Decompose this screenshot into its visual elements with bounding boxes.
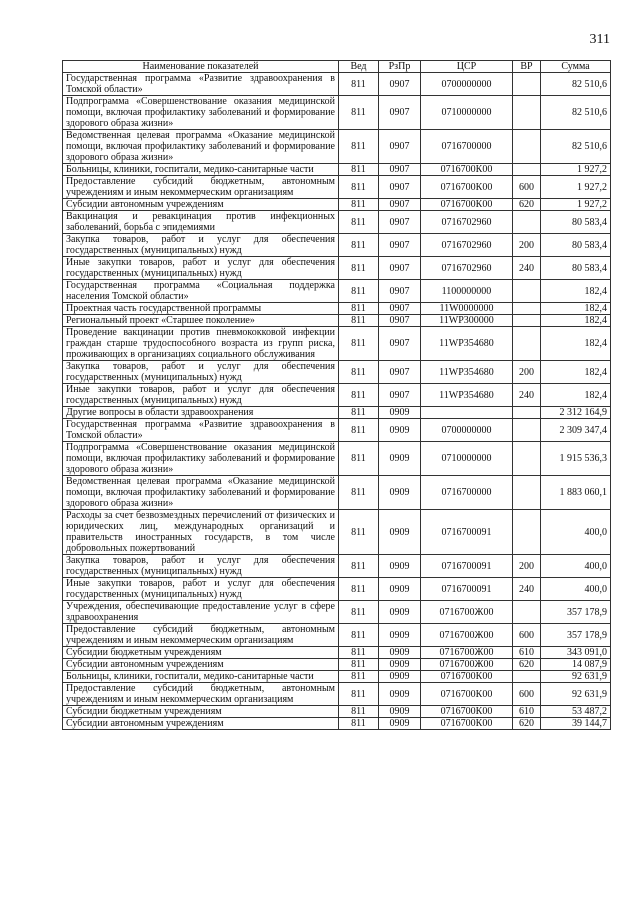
row-ved-cell: 811 [339, 96, 379, 130]
row-vr-cell: 200 [513, 234, 541, 257]
table-row [63, 718, 611, 730]
row-vr-cell [513, 303, 541, 315]
table-row [63, 176, 611, 199]
row-csr-cell: 11WP300000 [421, 315, 513, 327]
row-ved-cell: 811 [339, 419, 379, 442]
table-row [63, 130, 611, 164]
row-vr-cell: 240 [513, 384, 541, 407]
row-ved-cell: 811 [339, 327, 379, 361]
page-number: 311 [589, 32, 610, 47]
table-row [63, 199, 611, 211]
row-sum-cell: 14 087,9 [541, 659, 611, 671]
budget-table [62, 60, 611, 730]
row-rzpr-cell: 0907 [379, 315, 421, 327]
row-sum-cell: 182,4 [541, 327, 611, 361]
row-ved-cell: 811 [339, 671, 379, 683]
row-csr-cell: 11W0000000 [421, 303, 513, 315]
row-ved-cell: 811 [339, 234, 379, 257]
row-ved-cell: 811 [339, 578, 379, 601]
row-vr-cell [513, 476, 541, 510]
row-name-cell: Больницы, клиники, госпитали, медико-санитарные части [63, 671, 339, 683]
table-body [63, 73, 611, 730]
row-name-cell: Закупка товаров, работ и услуг для обеспечения государственных (муниципальных) нужд [63, 234, 339, 257]
row-ved-cell: 811 [339, 683, 379, 706]
row-name-cell: Расходы за счет безвозмездных перечислений от физических и юридических лиц, международных организаций и правительств иностранных государств, в том числе добровольных пожертвований [63, 510, 339, 555]
row-rzpr-cell: 0909 [379, 407, 421, 419]
row-vr-cell: 620 [513, 659, 541, 671]
row-ved-cell: 811 [339, 199, 379, 211]
row-sum-cell: 1 915 536,3 [541, 442, 611, 476]
row-sum-cell: 182,4 [541, 303, 611, 315]
row-sum-cell: 400,0 [541, 578, 611, 601]
row-sum-cell: 182,4 [541, 315, 611, 327]
table-row [63, 96, 611, 130]
row-csr-cell: 0710000000 [421, 96, 513, 130]
row-vr-cell: 240 [513, 578, 541, 601]
row-rzpr-cell: 0907 [379, 257, 421, 280]
row-name-cell: Субсидии бюджетным учреждениям [63, 647, 339, 659]
row-sum-cell: 82 510,6 [541, 96, 611, 130]
table-row [63, 164, 611, 176]
row-csr-cell: 0716700Ж00 [421, 647, 513, 659]
row-rzpr-cell: 0909 [379, 578, 421, 601]
row-vr-cell: 610 [513, 647, 541, 659]
table-row [63, 407, 611, 419]
row-sum-cell: 92 631,9 [541, 671, 611, 683]
table-row [63, 601, 611, 624]
row-name-cell: Вакцинация и ревакцинация против инфекционных заболеваний, борьба с эпидемиями [63, 211, 339, 234]
row-csr-cell: 0716702960 [421, 211, 513, 234]
row-ved-cell: 811 [339, 647, 379, 659]
row-rzpr-cell: 0909 [379, 442, 421, 476]
row-sum-cell: 182,4 [541, 384, 611, 407]
row-ved-cell: 811 [339, 555, 379, 578]
table-row [63, 442, 611, 476]
row-rzpr-cell: 0909 [379, 706, 421, 718]
row-vr-cell: 620 [513, 718, 541, 730]
row-csr-cell: 0716700К00 [421, 164, 513, 176]
row-name-cell: Ведомственная целевая программа «Оказание медицинской помощи, включая профилактику заболеваний и формирование здорового образа жизни» [63, 476, 339, 510]
row-sum-cell: 343 091,0 [541, 647, 611, 659]
row-rzpr-cell: 0909 [379, 647, 421, 659]
row-name-cell: Проведение вакцинации против пневмококковой инфекции граждан старше трудоспособного возраста из групп риска, проживающих в организациях социального обслуживания [63, 327, 339, 361]
table-row [63, 683, 611, 706]
row-ved-cell: 811 [339, 164, 379, 176]
row-sum-cell: 182,4 [541, 361, 611, 384]
table-row [63, 706, 611, 718]
row-csr-cell: 1100000000 [421, 280, 513, 303]
row-rzpr-cell: 0907 [379, 327, 421, 361]
row-ved-cell: 811 [339, 257, 379, 280]
row-vr-cell: 620 [513, 199, 541, 211]
row-vr-cell [513, 442, 541, 476]
row-name-cell: Субсидии бюджетным учреждениям [63, 706, 339, 718]
row-rzpr-cell: 0909 [379, 476, 421, 510]
row-sum-cell: 357 178,9 [541, 601, 611, 624]
row-vr-cell [513, 211, 541, 234]
row-rzpr-cell: 0909 [379, 718, 421, 730]
row-ved-cell: 811 [339, 659, 379, 671]
row-rzpr-cell: 0909 [379, 671, 421, 683]
row-rzpr-cell: 0907 [379, 73, 421, 96]
row-vr-cell: 610 [513, 706, 541, 718]
row-rzpr-cell: 0907 [379, 303, 421, 315]
row-rzpr-cell: 0907 [379, 164, 421, 176]
row-vr-cell [513, 130, 541, 164]
row-ved-cell: 811 [339, 211, 379, 234]
row-vr-cell [513, 671, 541, 683]
row-vr-cell [513, 280, 541, 303]
row-csr-cell: 0716700К00 [421, 683, 513, 706]
table-row [63, 73, 611, 96]
row-sum-cell: 82 510,6 [541, 73, 611, 96]
row-rzpr-cell: 0907 [379, 130, 421, 164]
table-row [63, 257, 611, 280]
row-rzpr-cell: 0907 [379, 176, 421, 199]
row-csr-cell: 0716700Ж00 [421, 659, 513, 671]
row-name-cell: Проектная часть государственной программы [63, 303, 339, 315]
row-csr-cell: 0716700091 [421, 510, 513, 555]
row-name-cell: Государственная программа «Развитие здравоохранения в Томской области» [63, 419, 339, 442]
row-csr-cell: 0716700К00 [421, 199, 513, 211]
row-csr-cell: 0716700К00 [421, 671, 513, 683]
row-sum-cell: 182,4 [541, 280, 611, 303]
row-name-cell: Больницы, клиники, госпитали, медико-санитарные части [63, 164, 339, 176]
row-ved-cell: 811 [339, 73, 379, 96]
row-csr-cell: 0716700000 [421, 476, 513, 510]
row-vr-cell [513, 164, 541, 176]
row-rzpr-cell: 0909 [379, 510, 421, 555]
row-csr-cell: 0716700091 [421, 578, 513, 601]
table-row [63, 315, 611, 327]
row-sum-cell: 2 309 347,4 [541, 419, 611, 442]
row-rzpr-cell: 0907 [379, 234, 421, 257]
row-sum-cell: 1 927,2 [541, 176, 611, 199]
row-name-cell: Предоставление субсидий бюджетным, автономным учреждениям и иным некоммерческим организациям [63, 176, 339, 199]
row-rzpr-cell: 0907 [379, 361, 421, 384]
row-ved-cell: 811 [339, 130, 379, 164]
row-name-cell: Предоставление субсидий бюджетным, автономным учреждениям и иным некоммерческим организациям [63, 624, 339, 647]
row-vr-cell: 200 [513, 555, 541, 578]
row-rzpr-cell: 0907 [379, 96, 421, 130]
row-csr-cell: 0716700Ж00 [421, 601, 513, 624]
row-rzpr-cell: 0909 [379, 659, 421, 671]
table-row [63, 280, 611, 303]
row-vr-cell [513, 407, 541, 419]
row-name-cell: Субсидии автономным учреждениям [63, 199, 339, 211]
row-sum-cell: 2 312 164,9 [541, 407, 611, 419]
row-vr-cell [513, 327, 541, 361]
row-ved-cell: 811 [339, 315, 379, 327]
row-csr-cell: 0716700К00 [421, 718, 513, 730]
row-csr-cell: 0716700000 [421, 130, 513, 164]
row-ved-cell: 811 [339, 510, 379, 555]
column-header-ved: Вед [339, 61, 379, 73]
row-rzpr-cell: 0907 [379, 280, 421, 303]
row-ved-cell: 811 [339, 718, 379, 730]
row-sum-cell: 80 583,4 [541, 234, 611, 257]
row-vr-cell [513, 96, 541, 130]
column-header-csr: ЦСР [421, 61, 513, 73]
table-row [63, 659, 611, 671]
row-sum-cell: 39 144,7 [541, 718, 611, 730]
row-sum-cell: 400,0 [541, 555, 611, 578]
row-name-cell: Иные закупки товаров, работ и услуг для обеспечения государственных (муниципальных) нужд [63, 384, 339, 407]
row-sum-cell: 92 631,9 [541, 683, 611, 706]
table-row [63, 578, 611, 601]
row-csr-cell: 0710000000 [421, 442, 513, 476]
row-name-cell: Государственная программа «Социальная поддержка населения Томской области» [63, 280, 339, 303]
row-vr-cell [513, 510, 541, 555]
row-sum-cell: 1 927,2 [541, 164, 611, 176]
row-ved-cell: 811 [339, 384, 379, 407]
row-sum-cell: 1 927,2 [541, 199, 611, 211]
row-csr-cell: 11WP354680 [421, 361, 513, 384]
row-rzpr-cell: 0909 [379, 419, 421, 442]
row-vr-cell: 600 [513, 176, 541, 199]
row-csr-cell: 0716700К00 [421, 706, 513, 718]
row-ved-cell: 811 [339, 361, 379, 384]
row-name-cell: Другие вопросы в области здравоохранения [63, 407, 339, 419]
row-vr-cell [513, 315, 541, 327]
row-ved-cell: 811 [339, 176, 379, 199]
row-sum-cell: 357 178,9 [541, 624, 611, 647]
row-name-cell: Подпрограмма «Совершенствование оказания медицинской помощи, включая профилактику заболеваний и формирование здорового образа жизни» [63, 96, 339, 130]
row-name-cell: Государственная программа «Развитие здравоохранения в Томской области» [63, 73, 339, 96]
row-sum-cell: 82 510,6 [541, 130, 611, 164]
row-sum-cell: 400,0 [541, 510, 611, 555]
row-vr-cell: 240 [513, 257, 541, 280]
row-ved-cell: 811 [339, 601, 379, 624]
table-row [63, 510, 611, 555]
row-sum-cell: 53 487,2 [541, 706, 611, 718]
row-vr-cell [513, 419, 541, 442]
row-name-cell: Иные закупки товаров, работ и услуг для обеспечения государственных (муниципальных) нужд [63, 257, 339, 280]
row-ved-cell: 811 [339, 624, 379, 647]
row-name-cell: Подпрограмма «Совершенствование оказания медицинской помощи, включая профилактику заболеваний и формирование здорового образа жизни» [63, 442, 339, 476]
row-vr-cell: 600 [513, 683, 541, 706]
table-row [63, 476, 611, 510]
row-vr-cell: 600 [513, 624, 541, 647]
row-csr-cell: 0700000000 [421, 419, 513, 442]
table-row [63, 303, 611, 315]
row-rzpr-cell: 0909 [379, 601, 421, 624]
table-row [63, 624, 611, 647]
row-csr-cell: 0716700К00 [421, 176, 513, 199]
row-csr-cell: 0716700091 [421, 555, 513, 578]
row-csr-cell: 11WP354680 [421, 327, 513, 361]
row-rzpr-cell: 0909 [379, 683, 421, 706]
row-rzpr-cell: 0909 [379, 624, 421, 647]
row-rzpr-cell: 0909 [379, 555, 421, 578]
row-ved-cell: 811 [339, 280, 379, 303]
row-ved-cell: 811 [339, 303, 379, 315]
row-csr-cell: 0716702960 [421, 257, 513, 280]
table-row [63, 361, 611, 384]
row-rzpr-cell: 0907 [379, 211, 421, 234]
row-ved-cell: 811 [339, 442, 379, 476]
row-csr-cell: 0700000000 [421, 73, 513, 96]
row-vr-cell [513, 73, 541, 96]
row-name-cell: Ведомственная целевая программа «Оказание медицинской помощи, включая профилактику заболеваний и формирование здорового образа жизни» [63, 130, 339, 164]
table-row [63, 211, 611, 234]
table-row [63, 419, 611, 442]
row-ved-cell: 811 [339, 706, 379, 718]
column-header-vr: ВР [513, 61, 541, 73]
row-csr-cell: 0716700Ж00 [421, 624, 513, 647]
row-name-cell: Предоставление субсидий бюджетным, автономным учреждениям и иным некоммерческим организациям [63, 683, 339, 706]
table-row [63, 234, 611, 257]
row-vr-cell: 200 [513, 361, 541, 384]
row-name-cell: Закупка товаров, работ и услуг для обеспечения государственных (муниципальных) нужд [63, 361, 339, 384]
column-header-rzpr: РзПр [379, 61, 421, 73]
column-header-name: Наименование показателей [63, 61, 339, 73]
table-row [63, 384, 611, 407]
table-row [63, 671, 611, 683]
table-row [63, 555, 611, 578]
row-sum-cell: 80 583,4 [541, 257, 611, 280]
column-header-sum: Сумма [541, 61, 611, 73]
row-name-cell: Региональный проект «Старшее поколение» [63, 315, 339, 327]
row-rzpr-cell: 0907 [379, 384, 421, 407]
row-name-cell: Учреждения, обеспечивающие предоставление услуг в сфере здравоохранения [63, 601, 339, 624]
row-ved-cell: 811 [339, 407, 379, 419]
table-row [63, 647, 611, 659]
row-name-cell: Закупка товаров, работ и услуг для обеспечения государственных (муниципальных) нужд [63, 555, 339, 578]
row-name-cell: Иные закупки товаров, работ и услуг для обеспечения государственных (муниципальных) нужд [63, 578, 339, 601]
row-sum-cell: 1 883 060,1 [541, 476, 611, 510]
row-csr-cell: 0716702960 [421, 234, 513, 257]
table-row [63, 327, 611, 361]
row-name-cell: Субсидии автономным учреждениям [63, 659, 339, 671]
table-header-row [63, 61, 611, 73]
row-csr-cell: 11WP354680 [421, 384, 513, 407]
row-rzpr-cell: 0907 [379, 199, 421, 211]
row-csr-cell [421, 407, 513, 419]
row-name-cell: Субсидии автономным учреждениям [63, 718, 339, 730]
row-sum-cell: 80 583,4 [541, 211, 611, 234]
row-vr-cell [513, 601, 541, 624]
row-ved-cell: 811 [339, 476, 379, 510]
